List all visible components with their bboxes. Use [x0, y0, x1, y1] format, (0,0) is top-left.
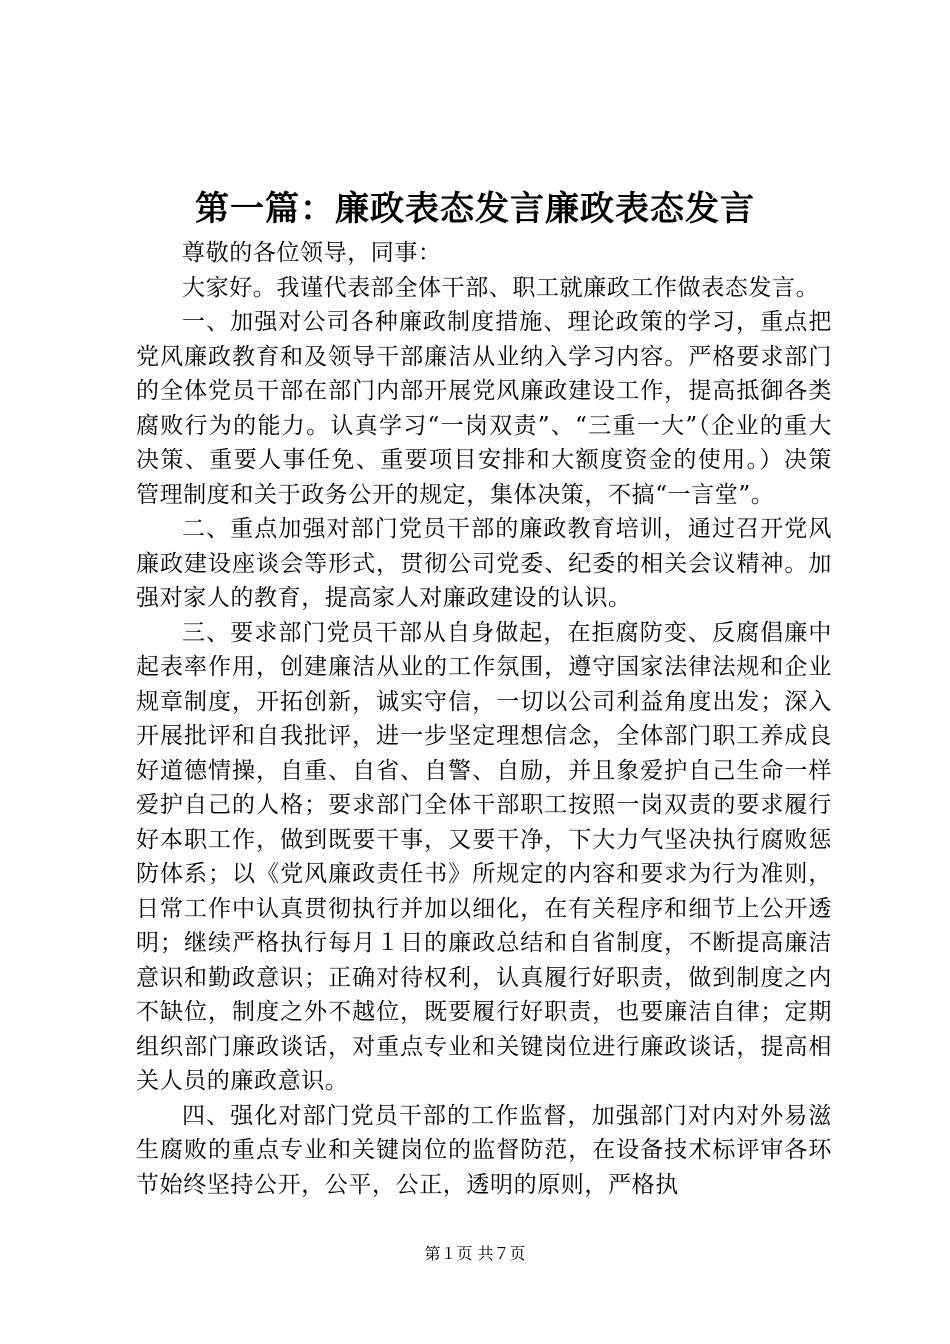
section-two-paragraph: 二、重点加强对部门党员干部的廉政教育培训，通过召开党风廉政建设座谈会等形式，贯彻公司党委、纪委的相关会议精神。加强对家人的教育，提高家人对廉政建设的认识。: [136, 516, 832, 611]
section-four-paragraph: 四、强化对部门党员干部的工作监督，加强部门对内对外易滋生腐败的重点专业和关键岗位的监督防范，在设备技术标评审各环节始终坚持公开，公平，公正，透明的原则，严格执: [136, 1102, 832, 1198]
document-title: 第一篇：廉政表态发言廉政表态发言: [195, 189, 755, 229]
page-number-footer: 第１页 共７页: [424, 1244, 526, 1263]
section-one-paragraph: 一、加强对公司各种廉政制度措施、理论政策的学习，重点把党风廉政教育和及领导干部廉洁从业纳入学习内容。严格要求部门的全体党员干部在部门内部开展党风廉政建设工作，提高抵御各类腐败行为的能力。认真学习“一岗双责”、“三重一大”（企业的重大决策、重要人事任免、重要项目安排和大额度资金的使用。）决策管理制度和关于政务公开的规定，集体决策，不搞“一言堂”。: [136, 309, 832, 508]
salutation-paragraph: 尊敬的各位领导，同事：: [182, 240, 442, 266]
section-three-paragraph: 三、要求部门党员干部从自身做起，在拒腐防变、反腐倡廉中起表率作用，创建廉洁从业的工作氛围，遵守国家法律法规和企业规章制度，开拓创新，诚实守信，一切以公司利益角度出发；深入开展批评和自我批评，进一步坚定理想信念，全体部门职工养成良好道德情操，自重、自省、自警、自励，并且象爱护自己生命一样爱护自己的人格；要求部门全体干部职工按照一岗双责的要求履行好本职工作，做到既要干事，又要干净，下大力气坚决执行腐败惩防体系；以《党风廉政责任书》所规定的内容和要求为行为准则，日常工作中认真贯彻执行并加以细化，在有关程序和细节上公开透明；继续严格执行每月１日的廉政总结和自省制度，不断提高廉洁意识和勤政意识；正确对待权利，认真履行好职责，做到制度之内不缺位，制度之外不越位，既要履行好职责，也要廉洁自律；定期组织部门廉政谈话，对重点专业和关键岗位进行廉政谈话，提高相关人员的廉政意识。: [136, 619, 832, 1094]
greeting-paragraph: 大家好。我谨代表部全体干部、职工就廉政工作做表态发言。: [182, 274, 820, 301]
document-body: [136, 236, 832, 1202]
